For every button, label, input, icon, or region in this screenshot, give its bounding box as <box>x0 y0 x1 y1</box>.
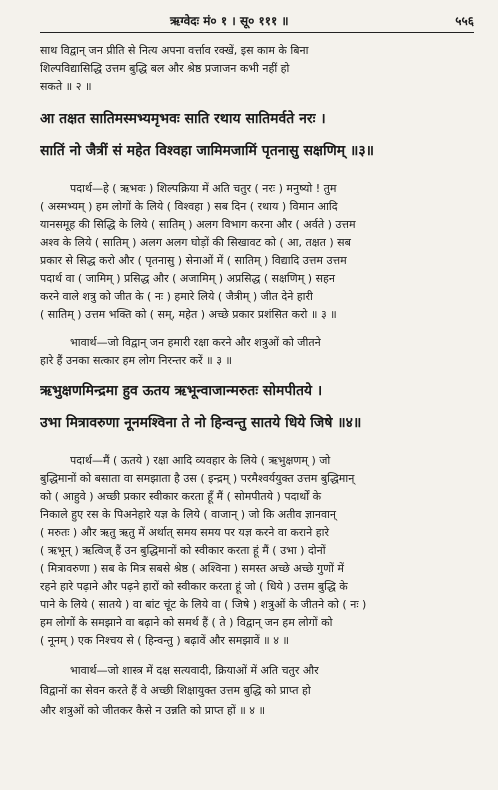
running-title: ऋग्वेदः मं० १ । सू० १११ ॥ <box>170 14 289 28</box>
text-line: विद्वानों का सेवन करते हैं वे अच्छी शिक्षायुक्त उत्तम बुद्धि को प्राप्त हो <box>40 684 311 697</box>
text-line: बुद्धिमानों को बसाता वा समझाता है उस ( इन्द्रम् ) परमैश्वर्ययुक्त उत्तम बुद्धिमान् <box>40 472 355 485</box>
text-line: करने वाले शत्रु को जीत के ( नः ) हमारे लिये ( जैत्रीम् ) जीत देने हारी <box>40 290 313 303</box>
text-line: ( नूनम् ) एक निश्चय से ( हिन्वन्तु ) बढ़ावें और समझावें ॥ ४ ॥ <box>40 634 290 647</box>
text-line: साथ विद्वान् जन प्रीति से नित्य अपना वर्त्ताव रक्खें, इस काम के बिना <box>40 44 309 57</box>
text-line: को ( आहुवे ) अच्छी प्रकार स्वीकार करता हूँ मैं ( सोमपीतये ) पदार्थों के <box>40 490 322 503</box>
bhavartha-line: भावार्थ—जो विद्वान् जन हमारी रक्षा करने और शत्रुओं को जीतने <box>70 336 321 349</box>
mantra-line: सातिं नो जैत्रीं सं महेत विश्वहा जामिमजामिं पृतनासु सक्षणिम् ॥३॥ <box>40 143 375 159</box>
text-line: ( अस्मभ्यम् ) हम लोगों के लिये ( विश्वहा ) सब दिन ( रथाय ) विमान आदि <box>40 200 338 213</box>
text-line: ( सातिम् ) उत्तम भक्ति को ( सम्, महेत ) अच्छे प्रकार प्रशंसित करो ॥ ३ ॥ <box>40 308 337 321</box>
mantra-line: ऋभुक्षणमिन्द्रमा हुव ऊतय ऋभून्वाजान्मरुतः सोमपीतये । <box>40 383 323 399</box>
padartha-line: पदार्थ—मैं ( ऊतये ) रक्षा आदि व्यवहार के लिये ( ऋभुक्षणम् ) जो <box>70 454 331 467</box>
mantra-line: आ तक्षत सातिमस्मभ्यमृभवः साति रथाय सातिमर्वते नरः । <box>40 111 326 127</box>
text-line: हम लोगों के समझाने वा बढ़ाने को समर्थ हैं ( ते ) विद्वान् जन हम लोगों को <box>40 616 333 629</box>
text-line: प्रकार से सिद्ध करो और ( पृतनासु ) सेनाओं में ( सातिम् ) विद्यादि उत्तम उत्तम <box>40 254 347 267</box>
text-line: यानसमूह की सिद्धि के लिये ( सातिम् ) अलग विभाग करना और ( अर्वते ) उत्तम <box>40 218 356 231</box>
text-line: ( मित्रावरुणा ) सब के मित्र सबसे श्रेष्ठ ( अश्विना ) समस्त अच्छे अच्छे गुणों में <box>40 562 345 575</box>
text-line: अश्व के लिये ( सातिम् ) अलग अलग घोड़ों की सिखावट को ( आ, तक्षत ) सब <box>40 236 351 249</box>
text-line: हारे हैं उनका सत्कार हम लोग निरन्तर करें ॥ ३ ॥ <box>40 354 233 367</box>
text-line: सकते ॥ २ ॥ <box>40 80 92 93</box>
text-line: ( मरुतः ) और ऋतु ऋतु में अर्थात् समय समय पर यज्ञ करने वा कराने हारे <box>40 526 329 539</box>
text-line: और शत्रुओं को जीतकर कैसे न उन्नति को प्राप्त हों ॥ ४ ॥ <box>40 704 266 717</box>
text-line: पदार्थ वा ( जामिम् ) प्रसिद्ध और ( अजामिम् ) अप्रसिद्ध ( सक्षणिम् ) सहन <box>40 272 335 285</box>
text-line: ( ऋभून् ) ऋत्विज् हैं उन बुद्धिमानों को स्वीकार करता हूं मैं ( उभा ) दोनों <box>40 544 326 557</box>
text-line: निकाले हुए रस के पिअनेहारे यज्ञ के लिये ( वाजान् ) जो कि अतीव ज्ञानवान् <box>40 508 337 521</box>
text-line: पाने के लिये ( सातये ) वा बांट चूंट के लिये वा ( जिषे ) शत्रुओं के जीतने को ( नः ) <box>40 598 367 611</box>
mantra-line: उभा मित्रावरुणा नूनमश्विना ते नो हिन्वन्तु सातये धिये जिषे ॥४॥ <box>40 415 362 431</box>
page-header <box>40 10 474 30</box>
text-line: रहने हारे पढ़ाने और पढ़ने हारों को स्वीकार करता हूं जो ( धिये ) उत्तम बुद्धि के <box>40 580 348 593</box>
page-number: ५५६ <box>455 14 474 28</box>
header-rule <box>40 32 474 33</box>
padartha-line: पदार्थ—हे ( ऋभवः ) शिल्पक्रिया में अति चतुर ( नरः ) मनुष्यो ! तुम <box>70 182 337 195</box>
text-line: शिल्पविद्यासिद्धि उत्तम बुद्धि बल और श्रेष्ठ प्रजाजन कभी नहीं हो <box>40 62 290 75</box>
bhavartha-line: भावार्थ—जो शास्त्र में दक्ष सत्यवादी, क्रियाओं में अति चतुर और <box>70 664 319 677</box>
